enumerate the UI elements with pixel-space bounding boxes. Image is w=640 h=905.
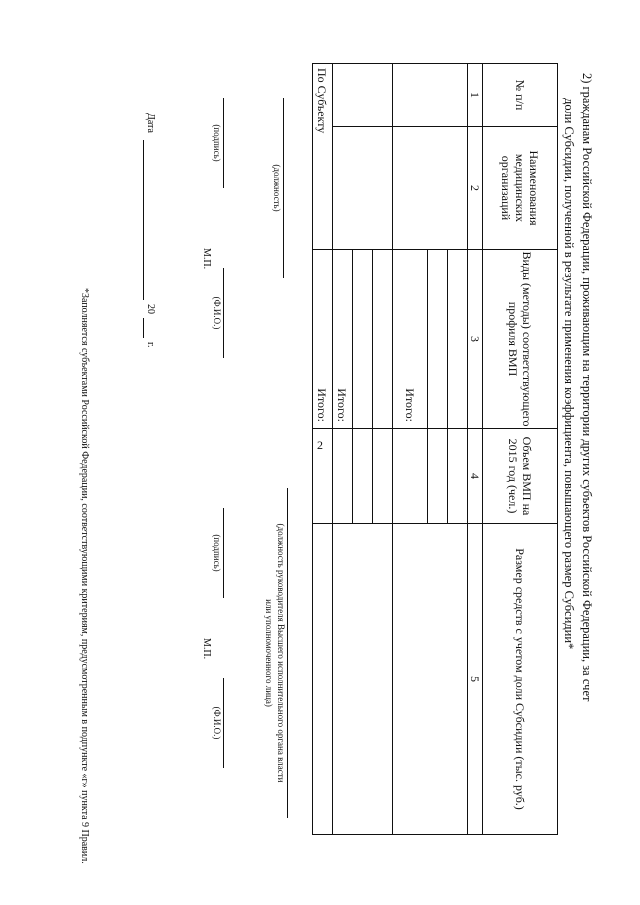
date-suffix: г. bbox=[145, 342, 156, 348]
col-number-4: 4 bbox=[468, 429, 483, 524]
signature-caption-right: (подпись) bbox=[212, 534, 222, 572]
table-cell bbox=[333, 524, 393, 835]
name-line-left bbox=[223, 268, 224, 358]
table-cell bbox=[353, 250, 373, 429]
table-cell bbox=[428, 429, 448, 524]
table-header-row bbox=[483, 64, 558, 835]
table-cell bbox=[393, 127, 468, 250]
table-cell bbox=[353, 429, 373, 524]
signature-line-right bbox=[223, 508, 224, 598]
position-line-right bbox=[287, 488, 288, 818]
col-number-3: 3 bbox=[468, 250, 483, 429]
heading-line-2: доли Субсидии, полученной в результате применения коэффициента, повышающего размер Субсидии* bbox=[562, 98, 576, 650]
table-cell bbox=[373, 250, 393, 429]
grand-total-row-label: По Субъекту bbox=[313, 64, 333, 250]
grand-total-label: Итого: bbox=[313, 250, 333, 429]
date-year-line bbox=[143, 318, 144, 338]
name-caption-left: (Ф.И.О.) bbox=[212, 296, 222, 330]
table-cell bbox=[448, 250, 468, 429]
col-number-2: 2 bbox=[468, 127, 483, 250]
date-label: Дата bbox=[145, 113, 156, 133]
col-header-number: № п/п bbox=[483, 64, 558, 127]
stamp-label-left: М.П. bbox=[201, 248, 212, 270]
position-caption-right-1: (должность руководителя Высшего исполнительного органа власти bbox=[276, 523, 286, 783]
table-row bbox=[373, 64, 393, 835]
table-cell bbox=[313, 429, 333, 524]
position-line-left bbox=[283, 98, 284, 278]
table-cell bbox=[448, 429, 468, 524]
subsidy-table bbox=[312, 63, 558, 835]
col-header-vmp-types: Виды (методы) соответствующего профиля ВМП bbox=[483, 250, 558, 429]
position-caption-right-2: или уполномоченного лица) bbox=[264, 599, 274, 707]
footnote: *Заполняется субъектами Российской Федерации, соответствующими критериям, предусмотренным в подпункте «г» пункта 9 Правил. bbox=[79, 288, 90, 864]
name-line-right bbox=[223, 678, 224, 768]
page-number: 2 bbox=[317, 438, 323, 452]
signature-line-left bbox=[223, 98, 224, 188]
table-cell bbox=[393, 429, 428, 524]
table-row bbox=[448, 64, 468, 835]
rotated-form bbox=[50, 18, 620, 878]
col-number-5: 5 bbox=[468, 524, 483, 835]
table-cell bbox=[333, 64, 393, 127]
table-cell bbox=[333, 127, 393, 250]
subtotal-label: Итого: bbox=[393, 250, 428, 429]
table-cell bbox=[333, 429, 353, 524]
date-year: 20 bbox=[145, 304, 156, 314]
total-label: Итого: bbox=[333, 250, 353, 429]
col-header-organizations: Наименования медицинских организаций bbox=[483, 127, 558, 250]
table-cell bbox=[373, 429, 393, 524]
col-header-vmp-volume: Объем ВМП на 2015 год (чел.) bbox=[483, 429, 558, 524]
col-number-1: 1 bbox=[468, 64, 483, 127]
col-header-funds: Размер средств с учетом доли Субсидии (тыс. руб.) bbox=[483, 524, 558, 835]
table-cell bbox=[393, 524, 468, 835]
grand-total-row bbox=[313, 64, 333, 835]
table-cell bbox=[393, 64, 468, 127]
name-caption-right: (Ф.И.О.) bbox=[212, 706, 222, 740]
date-line bbox=[143, 140, 144, 300]
heading-line-1: 2) гражданам Российской Федерации, проживающим на территории других субъектов Российской Федерации, за счет bbox=[580, 73, 594, 702]
table-cell bbox=[428, 250, 448, 429]
column-numbers-row bbox=[468, 64, 483, 835]
stamp-label-right: М.П. bbox=[201, 638, 212, 660]
table-cell bbox=[313, 524, 333, 835]
position-caption-left: (должность) bbox=[272, 164, 282, 212]
signature-caption-left: (подпись) bbox=[212, 124, 222, 162]
